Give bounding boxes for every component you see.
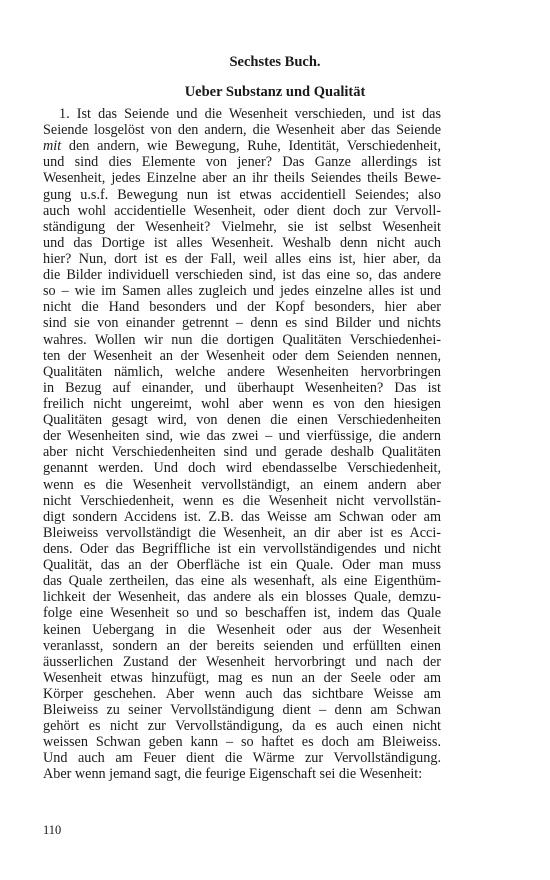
text-line: Qualitäten nämlich, welche andere Wesenheiten hervorbringen bbox=[43, 363, 441, 380]
text-line: lichkeit der Wesenheit, das andere als ein blosses Quale, demzu- bbox=[43, 589, 441, 606]
text-line: gehört es nicht zur Vervollständigung, da es auch einen nicht bbox=[43, 718, 441, 735]
text-line: Bleiweiss zu seiner Vervollständigung dient – denn am Schwan bbox=[43, 702, 441, 719]
text-line: in Bezug auf einander, und überhaupt Wesenheiten? Das ist bbox=[43, 379, 441, 396]
text-line: Wesenheit, jedes Einzelne aber an ihr theils Seiendes theils Bewe- bbox=[43, 170, 441, 187]
text-line: Seiende losgelöst von den andern, die Wesenheit aber das Seiende bbox=[43, 122, 441, 139]
chapter-title: Ueber Substanz und Qualität bbox=[184, 84, 366, 100]
text-line: veranlasst, sondern an der bereits seienden und erfüllten einen bbox=[43, 637, 441, 654]
text-line: nicht Verschiedenheit, wenn es die Wesenheit nicht vervollstän- bbox=[43, 492, 441, 509]
text-line: Wesenheit etwas hinzufügt, mag es nun an der Seele oder am bbox=[43, 669, 441, 686]
body-text bbox=[43, 106, 441, 783]
text-line: sind sie von einander getrennt – denn es sind Bilder und nichts bbox=[43, 315, 441, 332]
text-line: auch wohl accidentielle Wesenheit, oder dient doch zur Vervoll- bbox=[43, 202, 441, 219]
text-line: das Quale zertheilen, das eine als wesenhaft, als eine Eigenthüm- bbox=[43, 573, 441, 590]
text-line: weissen Schwan geben kann – so haftet es doch am Bleiweiss. bbox=[43, 734, 441, 751]
page-number: 110 bbox=[43, 823, 62, 837]
text-line: keinen Uebergang in die Wesenheit oder aus der Wesenheit bbox=[43, 621, 441, 638]
text-line: folge eine Wesenheit so und so beschaffen ist, indem das Quale bbox=[43, 605, 441, 622]
text-line: dens. Oder das Begriffliche ist ein vervollständigendes und nicht bbox=[43, 540, 441, 557]
text-line: die Bilder individuell verschieden sind, ist das eine so, das andere bbox=[43, 267, 441, 284]
text-line: Qualität, das an der Oberfläche ist ein Quale. Oder man muss bbox=[43, 557, 441, 574]
text-line: digt sondern Accidens ist. Z.B. das Weisse am Schwan oder am bbox=[43, 508, 441, 525]
text-line: und das Dortige ist alles Wesenheit. Weshalb denn nicht auch bbox=[43, 234, 441, 251]
text-line: so – wie im Samen alles zugleich und jedes einzelne alles ist und bbox=[43, 283, 441, 300]
text-line: 1. Ist das Seiende und die Wesenheit verschieden, und ist das bbox=[59, 106, 441, 122]
text-line: nicht die Hand besonders und der Kopf besonders, hier aber bbox=[43, 299, 441, 316]
text-line: Körper geschehen. Aber wenn auch das sichtbare Weisse am bbox=[43, 685, 441, 702]
text-line: wenn es die Wesenheit vervollständigt, an einem andern aber bbox=[43, 476, 441, 493]
text-line: und sind dies Elemente von jener? Das Ganze allerdings ist bbox=[43, 154, 441, 171]
text-line: aber nicht Verschiedenheiten sind und gerade deshalb Qualitäten bbox=[43, 444, 441, 461]
text-line: wahres. Wollen wir nun die dortigen Qualitäten Verschiedenhei- bbox=[43, 331, 441, 348]
text-line: mit den andern, wie Bewegung, Ruhe, Identität, Verschiedenheit, bbox=[43, 138, 441, 155]
text-line: freilich nicht ungereimt, wohl aber wenn es von den hiesigen bbox=[43, 395, 441, 412]
text-line: äusserlichen Zustand der Wesenheit hervorbringt und nach der bbox=[43, 653, 441, 670]
text-line: hier? Nun, dort ist es der Fall, weil alles eins ist, hier aber, da bbox=[43, 250, 441, 267]
text-line: Qualitäten gesagt wird, von denen die einen Verschiedenheiten bbox=[43, 412, 441, 429]
text-line: Aber wenn jemand sagt, die feurige Eigenschaft sei die Wesenheit: bbox=[43, 766, 423, 783]
text-line: Bleiweiss vervollständigt die Wesenheit, an dir aber ist es Acci- bbox=[43, 524, 441, 541]
text-line: gung u.s.f. Bewegung nun ist etwas accidentiell Seiendes; also bbox=[43, 186, 441, 203]
text-line: ten der Wesenheit an der Wesenheit oder dem Seienden nennen, bbox=[43, 347, 441, 364]
text-line: ständigung der Wesenheit? Vielmehr, sie ist selbst Wesenheit bbox=[43, 218, 441, 235]
text-line: genannt werden. Und doch wird ebendasselbe Verschiedenheit, bbox=[43, 460, 441, 477]
text-line: der Wesenheiten sind, wie das zwei – und vierfüssige, die andern bbox=[43, 428, 441, 445]
book-title: Sechstes Buch. bbox=[229, 54, 321, 70]
text-line: Und auch am Feuer dient die Wärme zur Vervollständigung. bbox=[43, 750, 441, 767]
